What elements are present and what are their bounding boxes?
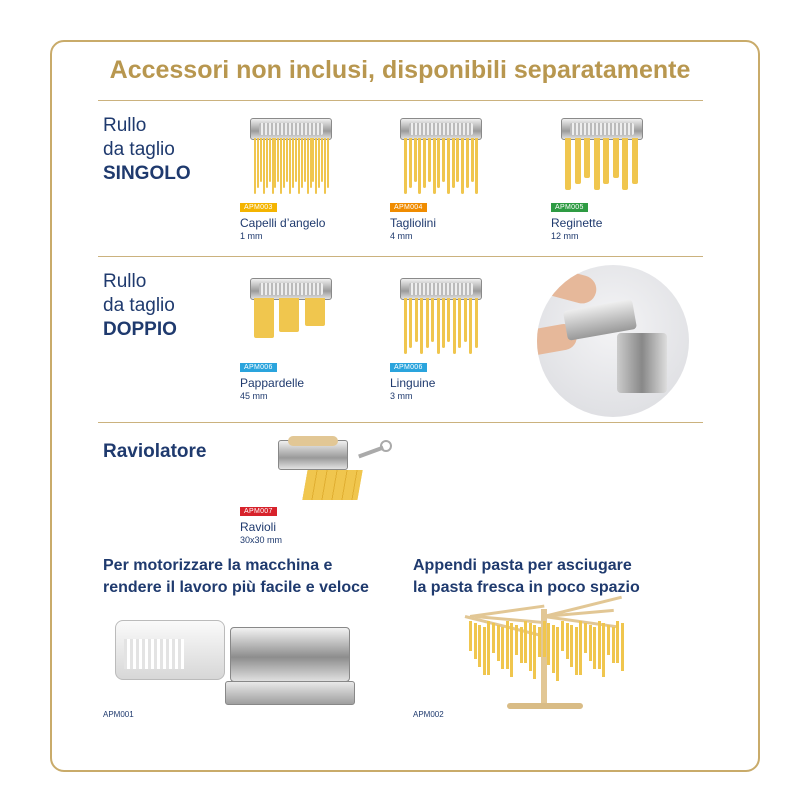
divider-1 bbox=[98, 256, 703, 257]
product-code: APM006 bbox=[390, 363, 427, 372]
product-name: Ravioli bbox=[240, 520, 277, 534]
product-size: 45 mm bbox=[240, 391, 268, 401]
motor-machine-image bbox=[115, 615, 365, 710]
product-size: 12 mm bbox=[551, 231, 579, 241]
product-code: APM005 bbox=[551, 203, 588, 212]
divider-top bbox=[98, 100, 703, 101]
product-ravioli[interactable] bbox=[240, 440, 370, 545]
motor-line-1: Per motorizzare la macchina e bbox=[103, 557, 333, 574]
product-pappardelle[interactable] bbox=[240, 276, 370, 401]
product-size: 4 mm bbox=[390, 231, 413, 241]
rack-description bbox=[413, 555, 640, 599]
motor-line-2: rendere il lavoro più facile e veloce bbox=[103, 579, 369, 596]
label-line-bold: SINGOLO bbox=[103, 163, 191, 184]
roller-tagliolini-image bbox=[390, 116, 500, 196]
product-code: APM007 bbox=[240, 507, 277, 516]
roller-capelli-image bbox=[240, 116, 350, 196]
product-size: 1 mm bbox=[240, 231, 263, 241]
rack-line-2: la pasta fresca in poco spazio bbox=[413, 579, 640, 596]
product-name: Capelli d’angelo bbox=[240, 216, 326, 230]
page-title: Accessori non inclusi, disponibili separatamente bbox=[109, 56, 691, 84]
section-doppio-label bbox=[103, 270, 177, 342]
product-size: 30x30 mm bbox=[240, 535, 283, 545]
product-code: APM003 bbox=[240, 203, 277, 212]
product-code: APM004 bbox=[390, 203, 427, 212]
product-linguine[interactable] bbox=[390, 276, 520, 401]
label-line: da taglio bbox=[103, 139, 175, 160]
section-singolo-label bbox=[103, 114, 191, 186]
product-size: 3 mm bbox=[390, 391, 413, 401]
motor-code: APM001 bbox=[103, 710, 134, 719]
divider-2 bbox=[98, 422, 703, 423]
product-name: Reginette bbox=[551, 216, 603, 230]
product-tagliolini[interactable] bbox=[390, 116, 520, 241]
raviolatore-image bbox=[240, 440, 400, 500]
motor-description bbox=[103, 555, 369, 599]
label-line: Rullo bbox=[103, 271, 147, 292]
rack-code: APM002 bbox=[413, 710, 444, 719]
label-line: da taglio bbox=[103, 295, 175, 316]
rack-line-1: Appendi pasta per asciugare bbox=[413, 557, 632, 574]
roller-pappardelle-image bbox=[240, 276, 350, 356]
drying-rack-image bbox=[465, 605, 625, 715]
label-line: Rullo bbox=[103, 115, 147, 136]
product-reginette[interactable] bbox=[551, 116, 681, 241]
roller-linguine-image bbox=[390, 276, 500, 356]
product-code: APM006 bbox=[240, 363, 277, 372]
product-name: Pappardelle bbox=[240, 376, 305, 390]
product-capelli[interactable] bbox=[240, 116, 370, 241]
roller-reginette-image bbox=[551, 116, 661, 196]
section-raviolatore-label bbox=[103, 440, 206, 464]
label-line: Raviolatore bbox=[103, 441, 207, 462]
product-name: Linguine bbox=[390, 376, 436, 390]
label-line-bold: DOPPIO bbox=[103, 319, 177, 340]
product-name: Tagliolini bbox=[390, 216, 437, 230]
hands-mounting-roller-photo bbox=[537, 265, 689, 417]
